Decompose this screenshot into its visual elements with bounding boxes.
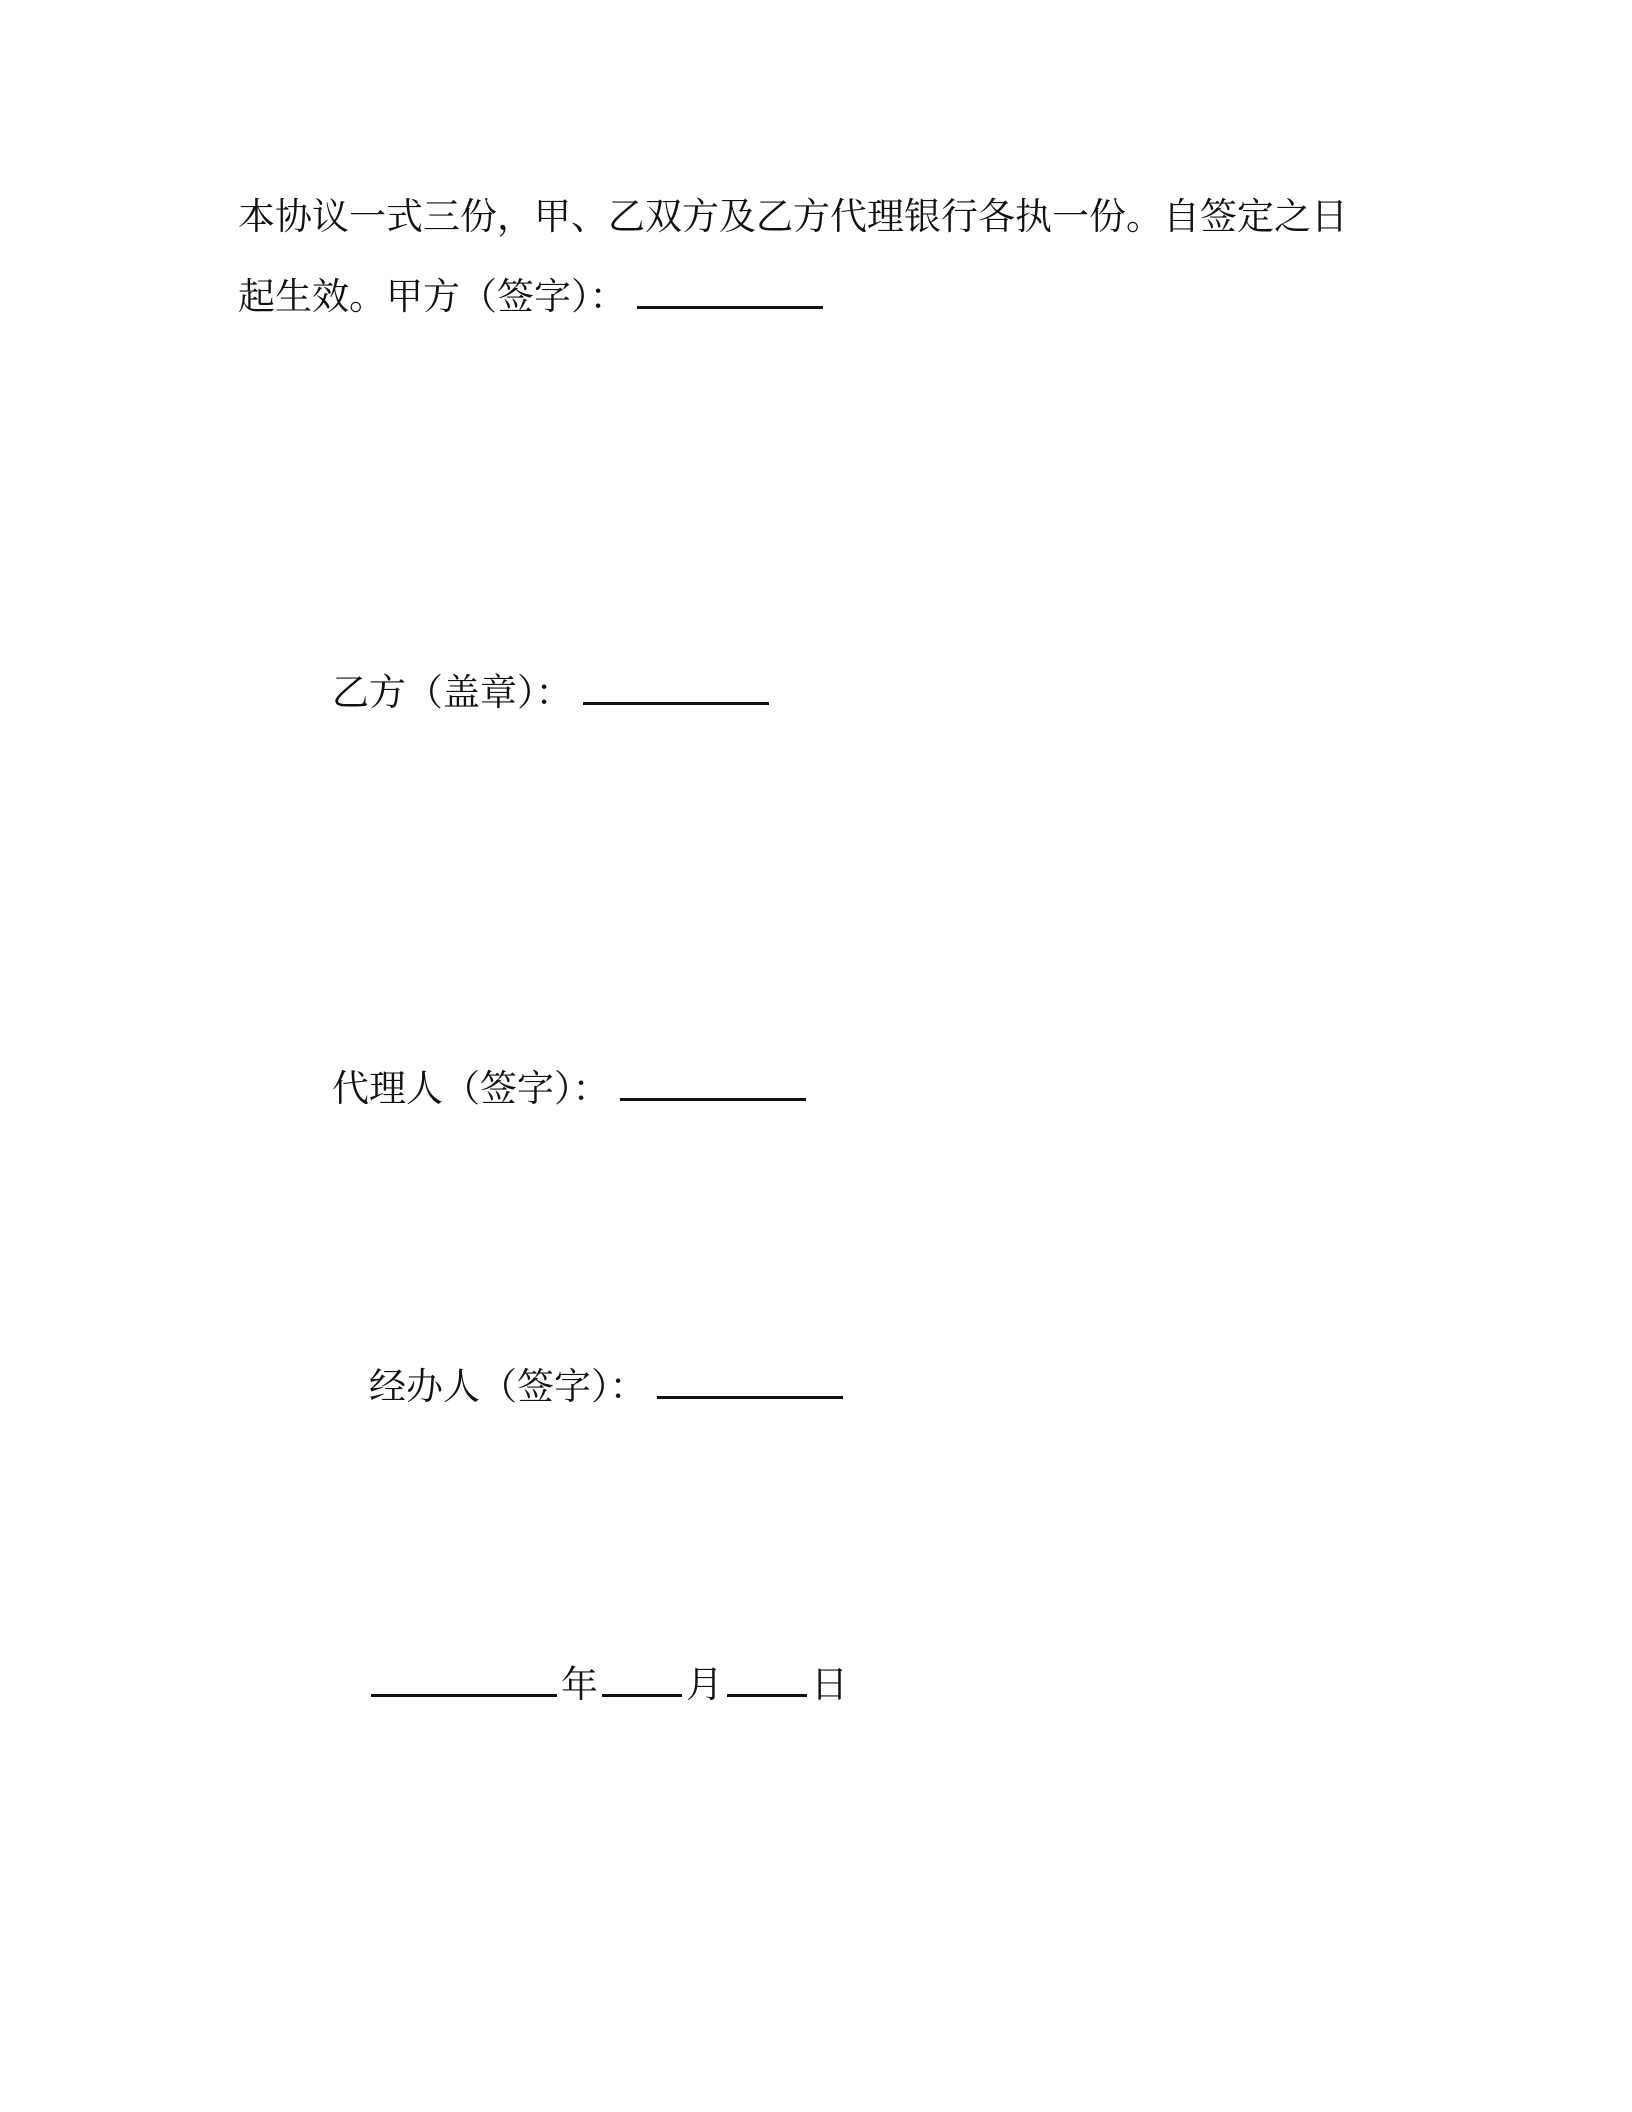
party-a-signature-blank[interactable] [637, 276, 823, 309]
month-blank[interactable] [602, 1664, 682, 1697]
year-label: 年 [561, 1663, 598, 1706]
day-blank[interactable] [727, 1664, 807, 1697]
party-b-seal-blank[interactable] [583, 672, 769, 705]
party-b-seal-label: 乙方（盖章）： [332, 671, 573, 714]
agent-signature-line [332, 1067, 806, 1110]
year-blank[interactable] [371, 1664, 557, 1697]
party-b-signature-line [332, 671, 769, 714]
paragraph-line-1-text: 本协议一式三份，甲、乙双方及乙方代理银行各执一份。自签定之日 [238, 195, 1348, 238]
month-label: 月 [686, 1663, 723, 1706]
paragraph-line-2 [238, 275, 823, 318]
agent-signature-blank[interactable] [620, 1068, 806, 1101]
handler-signature-line [369, 1365, 843, 1408]
day-label: 日 [811, 1663, 848, 1706]
paragraph-line-1 [238, 195, 1348, 238]
date-line [371, 1663, 848, 1706]
handler-signature-blank[interactable] [657, 1366, 843, 1399]
handler-signature-label: 经办人（签字）： [369, 1365, 647, 1408]
party-a-signature-label: 起生效。甲方（签字）： [238, 275, 627, 318]
agent-signature-label: 代理人（签字）： [332, 1067, 610, 1110]
